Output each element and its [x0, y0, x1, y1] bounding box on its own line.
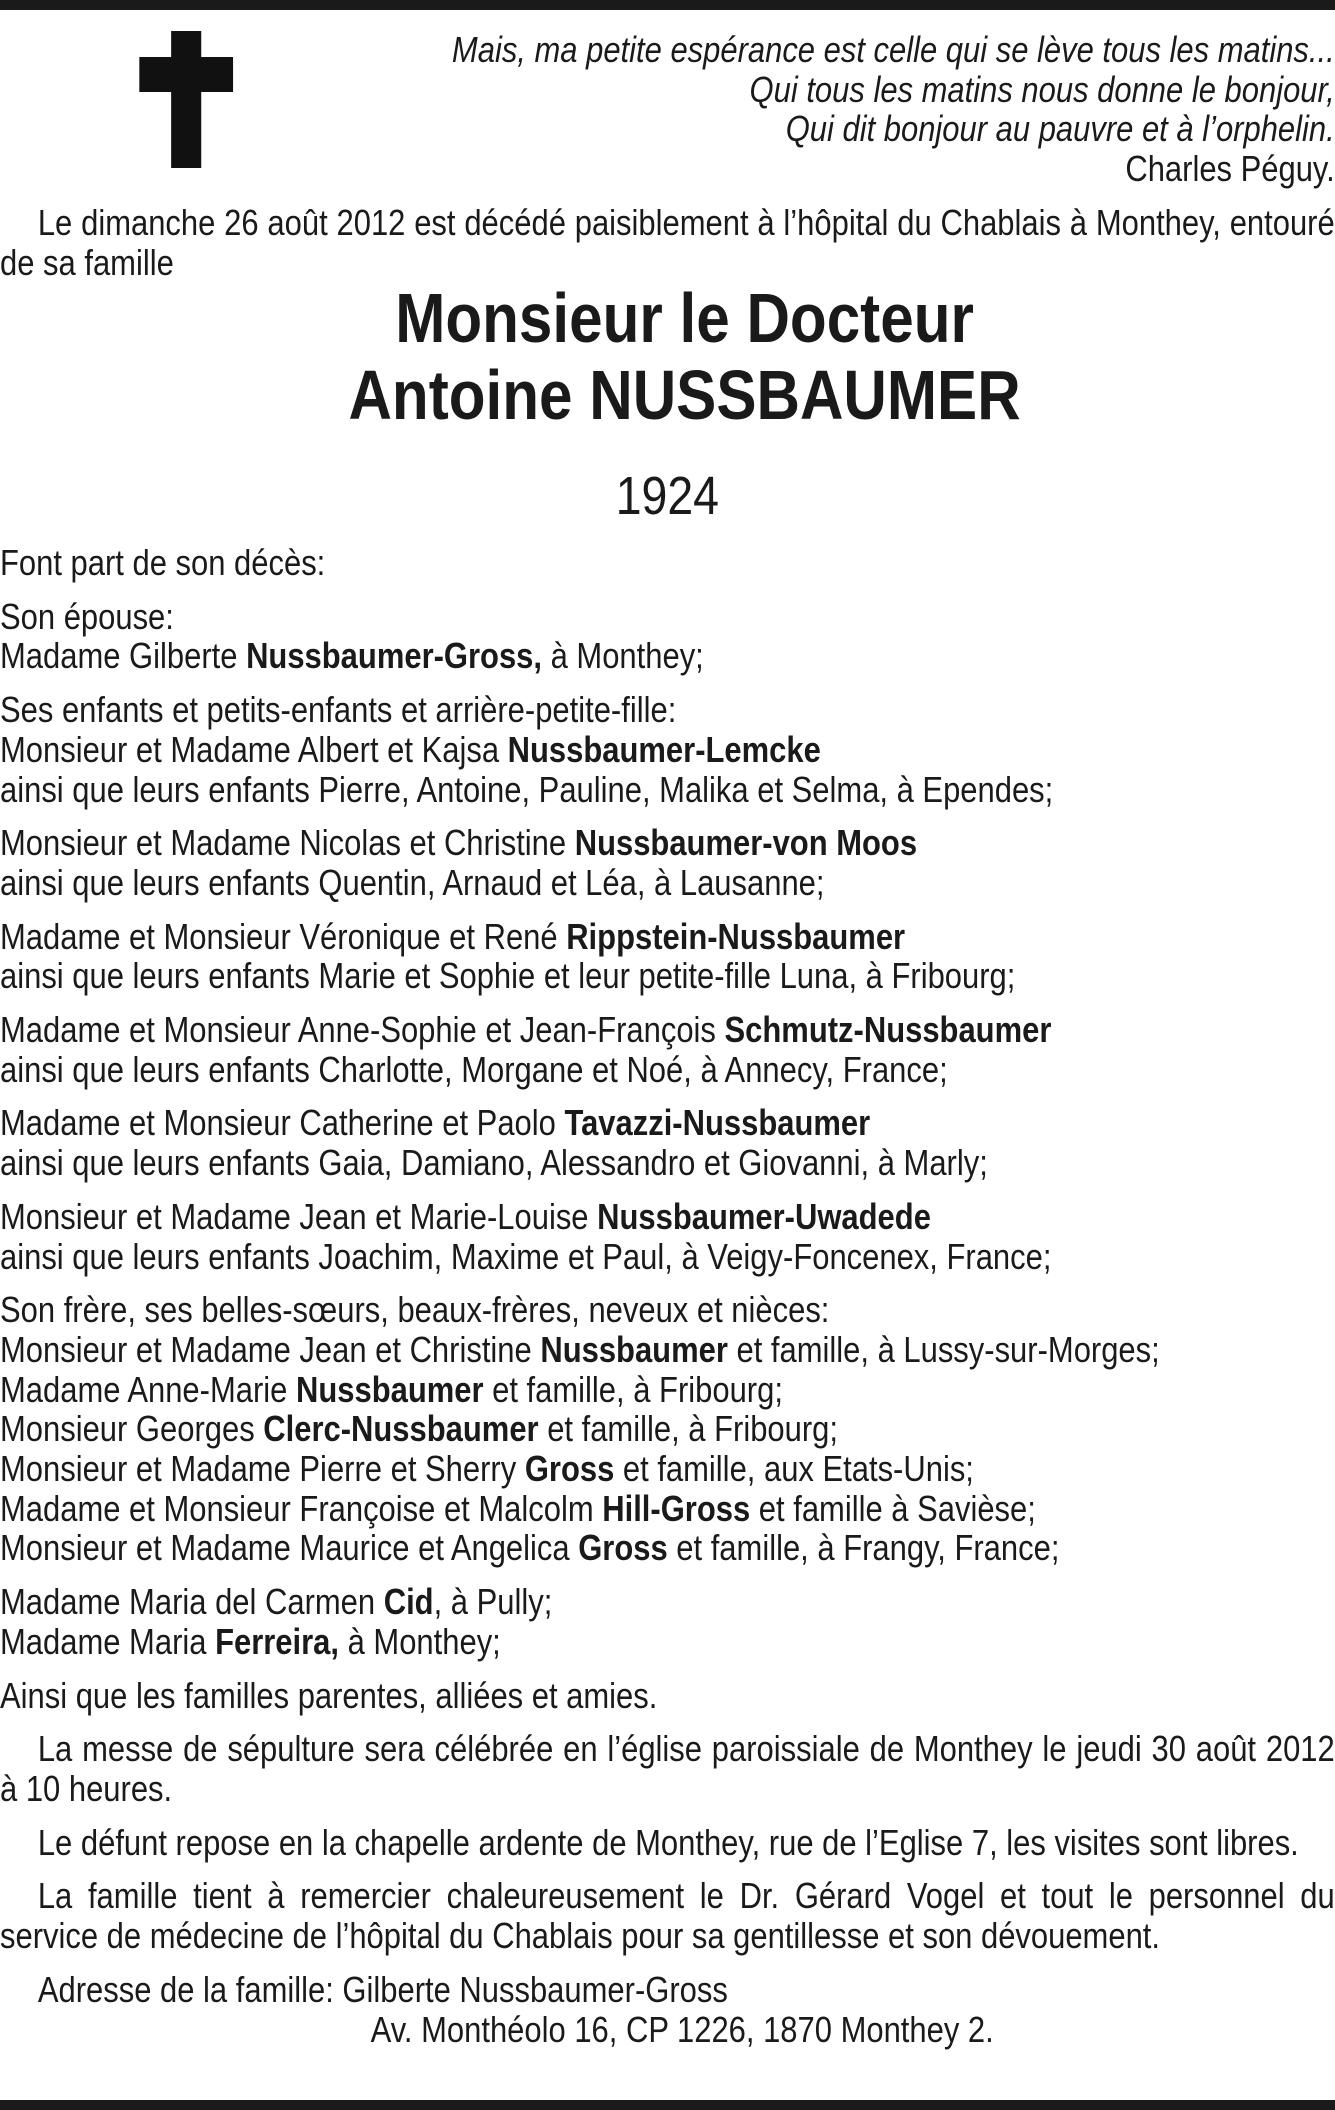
- family-surname: Gross: [578, 1527, 668, 1569]
- text-segment: Monsieur Georges: [0, 1408, 264, 1450]
- address-line-2: Av. Monthéolo 16, CP 1226, 1870 Monthey 2.: [370, 2008, 994, 2050]
- text-segment: à Monthey;: [542, 635, 704, 677]
- text-segment: et famille, aux Etats-Unis;: [614, 1448, 974, 1490]
- text-segment: Madame Anne-Marie: [0, 1368, 296, 1410]
- family-line: [0, 1330, 1335, 1370]
- text-segment: , à Pully;: [433, 1581, 553, 1623]
- family-line: [0, 770, 1335, 810]
- family-group: [0, 1676, 1335, 1716]
- family-line: [0, 1103, 1335, 1143]
- family-surname: Hill-Gross: [602, 1487, 751, 1529]
- text-segment: et famille, à Lussy-sur-Morges;: [727, 1328, 1160, 1370]
- epigraph-line: Qui dit bonjour au pauvre et à l’orphelin.: [785, 108, 1335, 149]
- text-segment: et famille, à Fribourg;: [483, 1368, 783, 1410]
- family-surname: Cid: [383, 1581, 434, 1623]
- family-group: [0, 543, 1335, 583]
- family-group: [0, 1103, 1335, 1182]
- notice-paragraph: Le défunt repose en la chapelle ardente de Monthey, rue de l’Eglise 7, les visites sont libres.: [37, 1821, 1299, 1863]
- family-surname: Nussbaumer-Lemcke: [507, 728, 821, 770]
- family-line: [0, 1528, 1335, 1568]
- text-segment: ainsi que leurs enfants Charlotte, Morgane et Noé, à Annecy, France;: [0, 1048, 948, 1090]
- family-line: [0, 543, 1335, 583]
- text-segment: Madame et Monsieur Véronique et René: [0, 915, 567, 957]
- family-line: [0, 1370, 1335, 1410]
- family-line: [0, 1237, 1335, 1277]
- text-segment: et famille à Savièse;: [750, 1487, 1036, 1529]
- family-line: [0, 1197, 1335, 1237]
- text-segment: Monsieur et Madame Nicolas et Christine: [0, 822, 575, 864]
- text-segment: Font part de son décès:: [0, 542, 326, 583]
- family-line: [0, 917, 1335, 957]
- family-line: [0, 1050, 1335, 1090]
- family-line: [0, 863, 1335, 903]
- family-surname: Nussbaumer-Uwadede: [597, 1195, 931, 1237]
- notice-paragraph: La famille tient à remercier chaleureusement le Dr. Gérard Vogel et tout le personnel du service de médecine de l’hôpital du Chablais pour sa gentillesse et son dévouement.: [0, 1875, 1335, 1957]
- text-segment: Monsieur et Madame Jean et Christine: [0, 1328, 541, 1370]
- family-line: [0, 1489, 1335, 1529]
- birth-year: 1924: [615, 466, 720, 526]
- epigraph-line: Qui tous les matins nous donne le bonjour,: [749, 68, 1335, 110]
- title-line-1: Monsieur le Docteur: [395, 279, 974, 357]
- text-segment: Son épouse:: [0, 595, 174, 637]
- family-surname: Nussbaumer: [540, 1328, 728, 1370]
- text-segment: ainsi que leurs enfants Marie et Sophie et leur petite-fille Luna, à Fribourg;: [0, 955, 1016, 997]
- family-line: [0, 1676, 1335, 1716]
- family-line: [0, 636, 1335, 676]
- text-segment: Madame Maria: [0, 1620, 216, 1662]
- family-line: [0, 823, 1335, 863]
- cross-horizontal-bar: [139, 57, 233, 92]
- text-segment: et famille, à Frangy, France;: [667, 1527, 1060, 1569]
- family-surname: Gross: [524, 1448, 615, 1490]
- family-group: [0, 597, 1335, 676]
- family-list: [0, 543, 1335, 2049]
- family-group: [0, 917, 1335, 996]
- epigraph-line: Mais, ma petite espérance est celle qui se lève tous les matins...: [451, 29, 1335, 70]
- family-group: [0, 1582, 1335, 1661]
- family-line: [0, 1290, 1335, 1330]
- family-surname: Tavazzi-Nussbaumer: [564, 1102, 871, 1144]
- family-group: [0, 1197, 1335, 1276]
- family-line: [0, 1409, 1335, 1449]
- text-segment: ainsi que leurs enfants Quentin, Arnaud et Léa, à Lausanne;: [0, 861, 825, 903]
- family-surname: Nussbaumer-von Moos: [574, 822, 918, 864]
- family-line: [0, 1622, 1335, 1662]
- text-segment: Monsieur et Madame Pierre et Sherry: [0, 1448, 525, 1490]
- deceased-name: [0, 280, 1335, 434]
- text-segment: Madame Gilberte: [0, 635, 247, 677]
- family-surname: Nussbaumer-Gross,: [246, 635, 543, 677]
- family-line: [0, 730, 1335, 770]
- text-segment: Madame et Monsieur Anne-Sophie et Jean-François: [0, 1009, 725, 1051]
- text-segment: Madame et Monsieur Catherine et Paolo: [0, 1102, 565, 1144]
- family-group: [0, 690, 1335, 809]
- family-surname: Nussbaumer: [295, 1368, 484, 1410]
- family-address: [0, 1970, 1335, 2049]
- family-surname: Ferreira,: [215, 1620, 340, 1662]
- bottom-rule: [0, 2100, 1335, 2110]
- family-line: [0, 1143, 1335, 1183]
- text-segment: ainsi que leurs enfants Joachim, Maxime et Paul, à Veigy-Foncenex, France;: [0, 1235, 1052, 1277]
- family-surname: Clerc-Nussbaumer: [263, 1408, 539, 1450]
- text-segment: Ainsi que les familles parentes, alliées et amies.: [0, 1674, 658, 1716]
- epigraph: [452, 30, 1335, 188]
- epigraph-author: Charles Péguy.: [1125, 147, 1335, 189]
- family-group: [0, 823, 1335, 902]
- text-segment: Monsieur et Madame Maurice et Angelica: [0, 1527, 579, 1569]
- family-group: [0, 1010, 1335, 1089]
- text-segment: Madame Maria del Carmen: [0, 1581, 384, 1623]
- family-line: [0, 1449, 1335, 1489]
- title-line-2: Antoine NUSSBAUMER: [348, 356, 1021, 434]
- intro-text: Le dimanche 26 août 2012 est décédé paisiblement à l’hôpital du Chablais à Monthey, entouré de sa famille: [0, 202, 1335, 283]
- cross-vertical-bar: [171, 31, 201, 168]
- text-segment: ainsi que leurs enfants Pierre, Antoine, Pauline, Malika et Selma, à Ependes;: [0, 768, 1054, 810]
- address-line-1: Adresse de la famille: Gilberte Nussbaumer-Gross: [37, 1968, 728, 2010]
- text-segment: Madame et Monsieur Françoise et Malcolm: [0, 1487, 603, 1529]
- text-segment: et famille, à Fribourg;: [538, 1408, 838, 1450]
- family-surname: Rippstein-Nussbaumer: [566, 915, 906, 957]
- family-group: [0, 1290, 1335, 1568]
- text-segment: Ses enfants et petits-enfants et arrière-petite-fille:: [0, 689, 677, 731]
- text-segment: Monsieur et Madame Albert et Kajsa: [0, 728, 508, 770]
- notice-paragraph: La messe de sépulture sera célébrée en l’église paroissiale de Monthey le jeudi 30 août 2012 à 10 heures.: [0, 1728, 1335, 1809]
- family-line: [0, 690, 1335, 730]
- family-surname: Schmutz-Nussbaumer: [724, 1009, 1052, 1051]
- family-line: [0, 956, 1335, 996]
- family-line: [0, 597, 1335, 637]
- text-segment: ainsi que leurs enfants Gaia, Damiano, Alessandro et Giovanni, à Marly;: [0, 1142, 988, 1184]
- text-segment: Monsieur et Madame Jean et Marie-Louise: [0, 1195, 598, 1237]
- family-line: [0, 1010, 1335, 1050]
- text-segment: Son frère, ses belles-sœurs, beaux-frères, neveux et nièces:: [0, 1289, 830, 1331]
- family-line: [0, 1582, 1335, 1622]
- text-segment: à Monthey;: [339, 1620, 501, 1662]
